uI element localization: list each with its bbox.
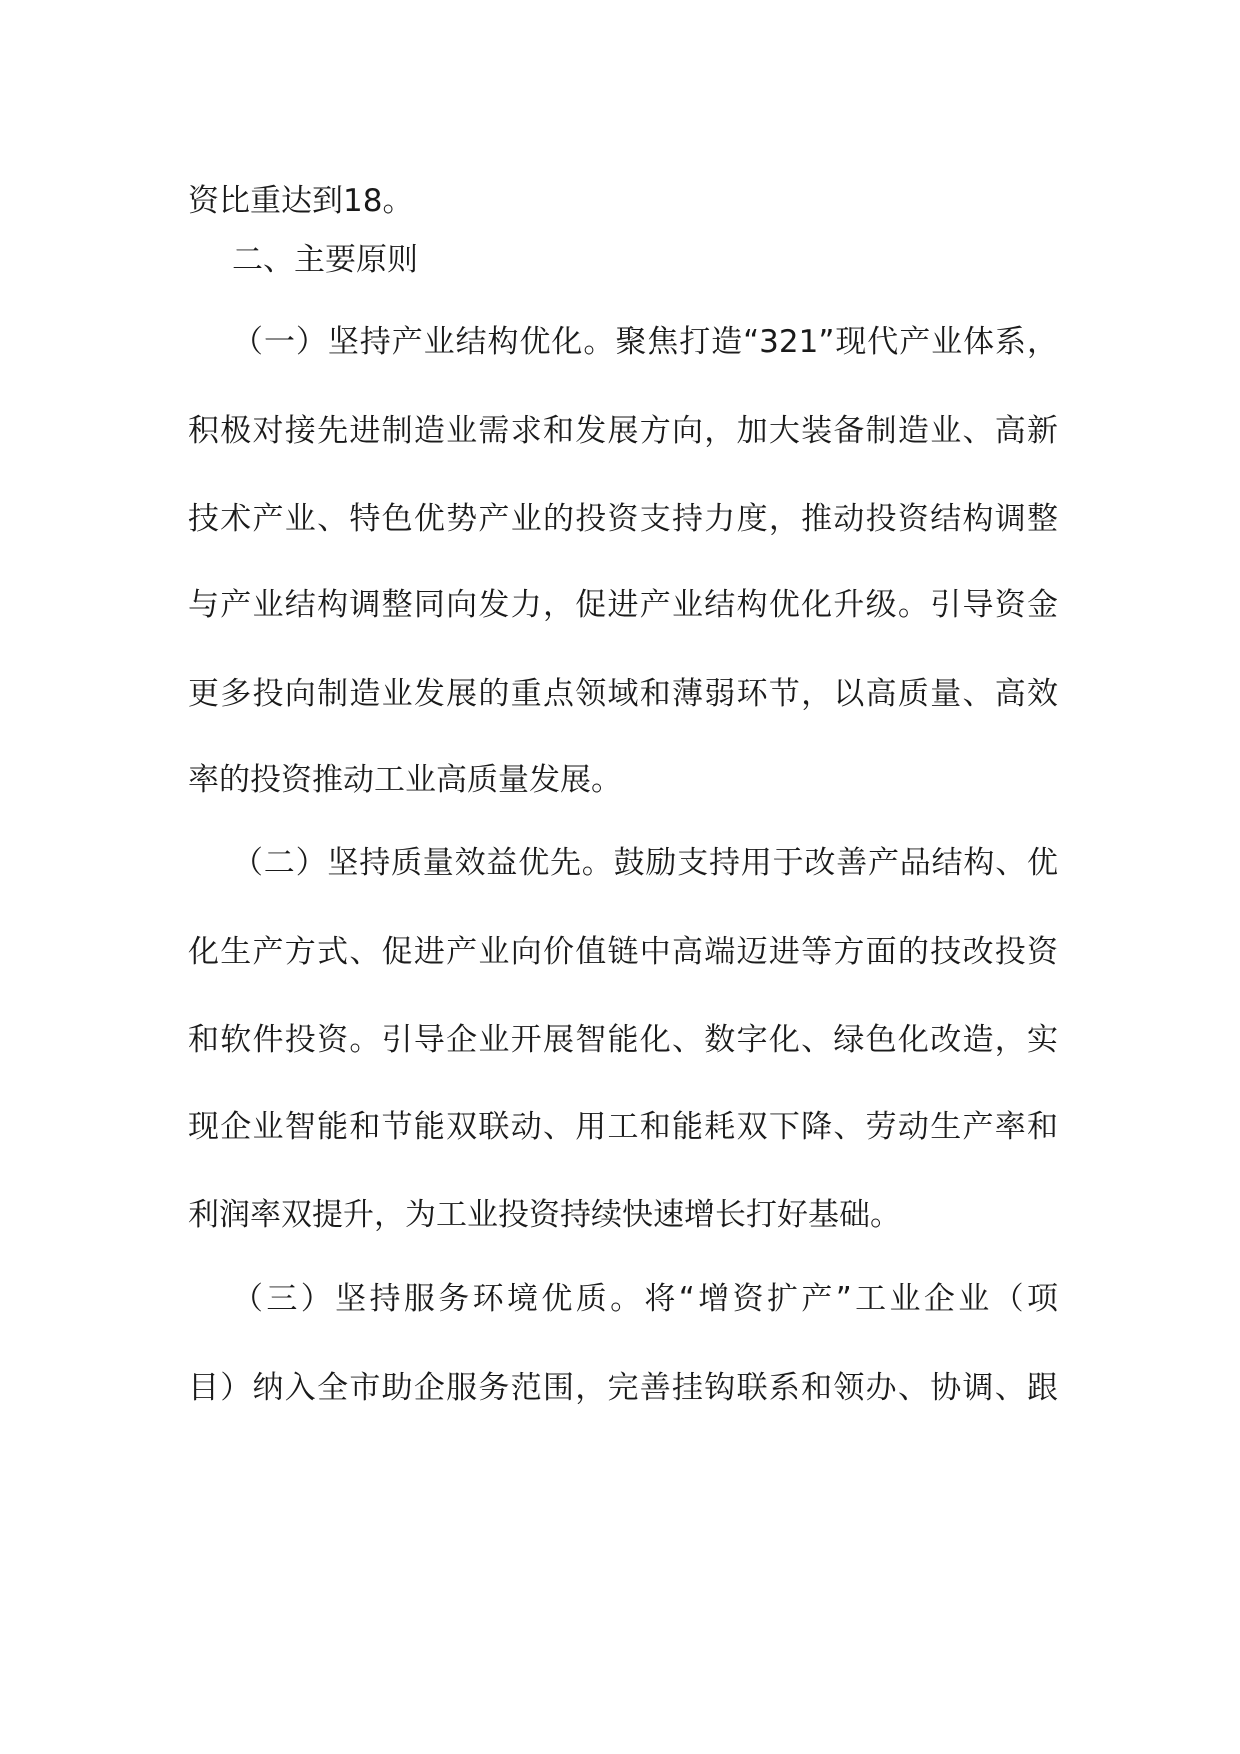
paragraph-3-line-2: 目）纳入全市助企服务范围，完善挂钩联系和领办、协调、跟	[188, 1370, 1058, 1406]
paragraph-2-line-4: 现企业智能和节能双联动、用工和能耗双下降、劳动生产率和	[188, 1109, 1058, 1145]
paragraph-1-line-2: 积极对接先进制造业需求和发展方向，加大装备制造业、高新	[188, 413, 1058, 449]
paragraph-2-line-5: 利润率双提升，为工业投资持续快速增长打好基础。	[188, 1197, 901, 1233]
paragraph-3-line-1: （三）坚持服务环境优质。将“增资扩产”工业企业（项	[232, 1281, 1058, 1317]
paragraph-2-line-2: 化生产方式、促进产业向价值链中高端迈进等方面的技改投资	[188, 934, 1058, 970]
section-heading: 二、主要原则	[232, 242, 418, 278]
paragraph-2-line-3: 和软件投资。引导企业开展智能化、数字化、绿色化改造，实	[188, 1022, 1058, 1058]
paragraph-1-line-4: 与产业结构调整同向发力，促进产业结构优化升级。引导资金	[188, 587, 1058, 623]
paragraph-1-line-5: 更多投向制造业发展的重点领域和薄弱环节，以高质量、高效	[188, 676, 1058, 712]
paragraph-line-continuation: 资比重达到18。	[188, 183, 414, 219]
paragraph-2-line-1: （二）坚持质量效益优先。鼓励支持用于改善产品结构、优	[232, 845, 1058, 881]
paragraph-1-line-1: （一）坚持产业结构优化。聚焦打造“321”现代产业体系，	[232, 324, 1058, 360]
paragraph-1-line-3: 技术产业、特色优势产业的投资支持力度，推动投资结构调整	[188, 501, 1058, 537]
paragraph-1-line-6: 率的投资推动工业高质量发展。	[188, 762, 622, 798]
